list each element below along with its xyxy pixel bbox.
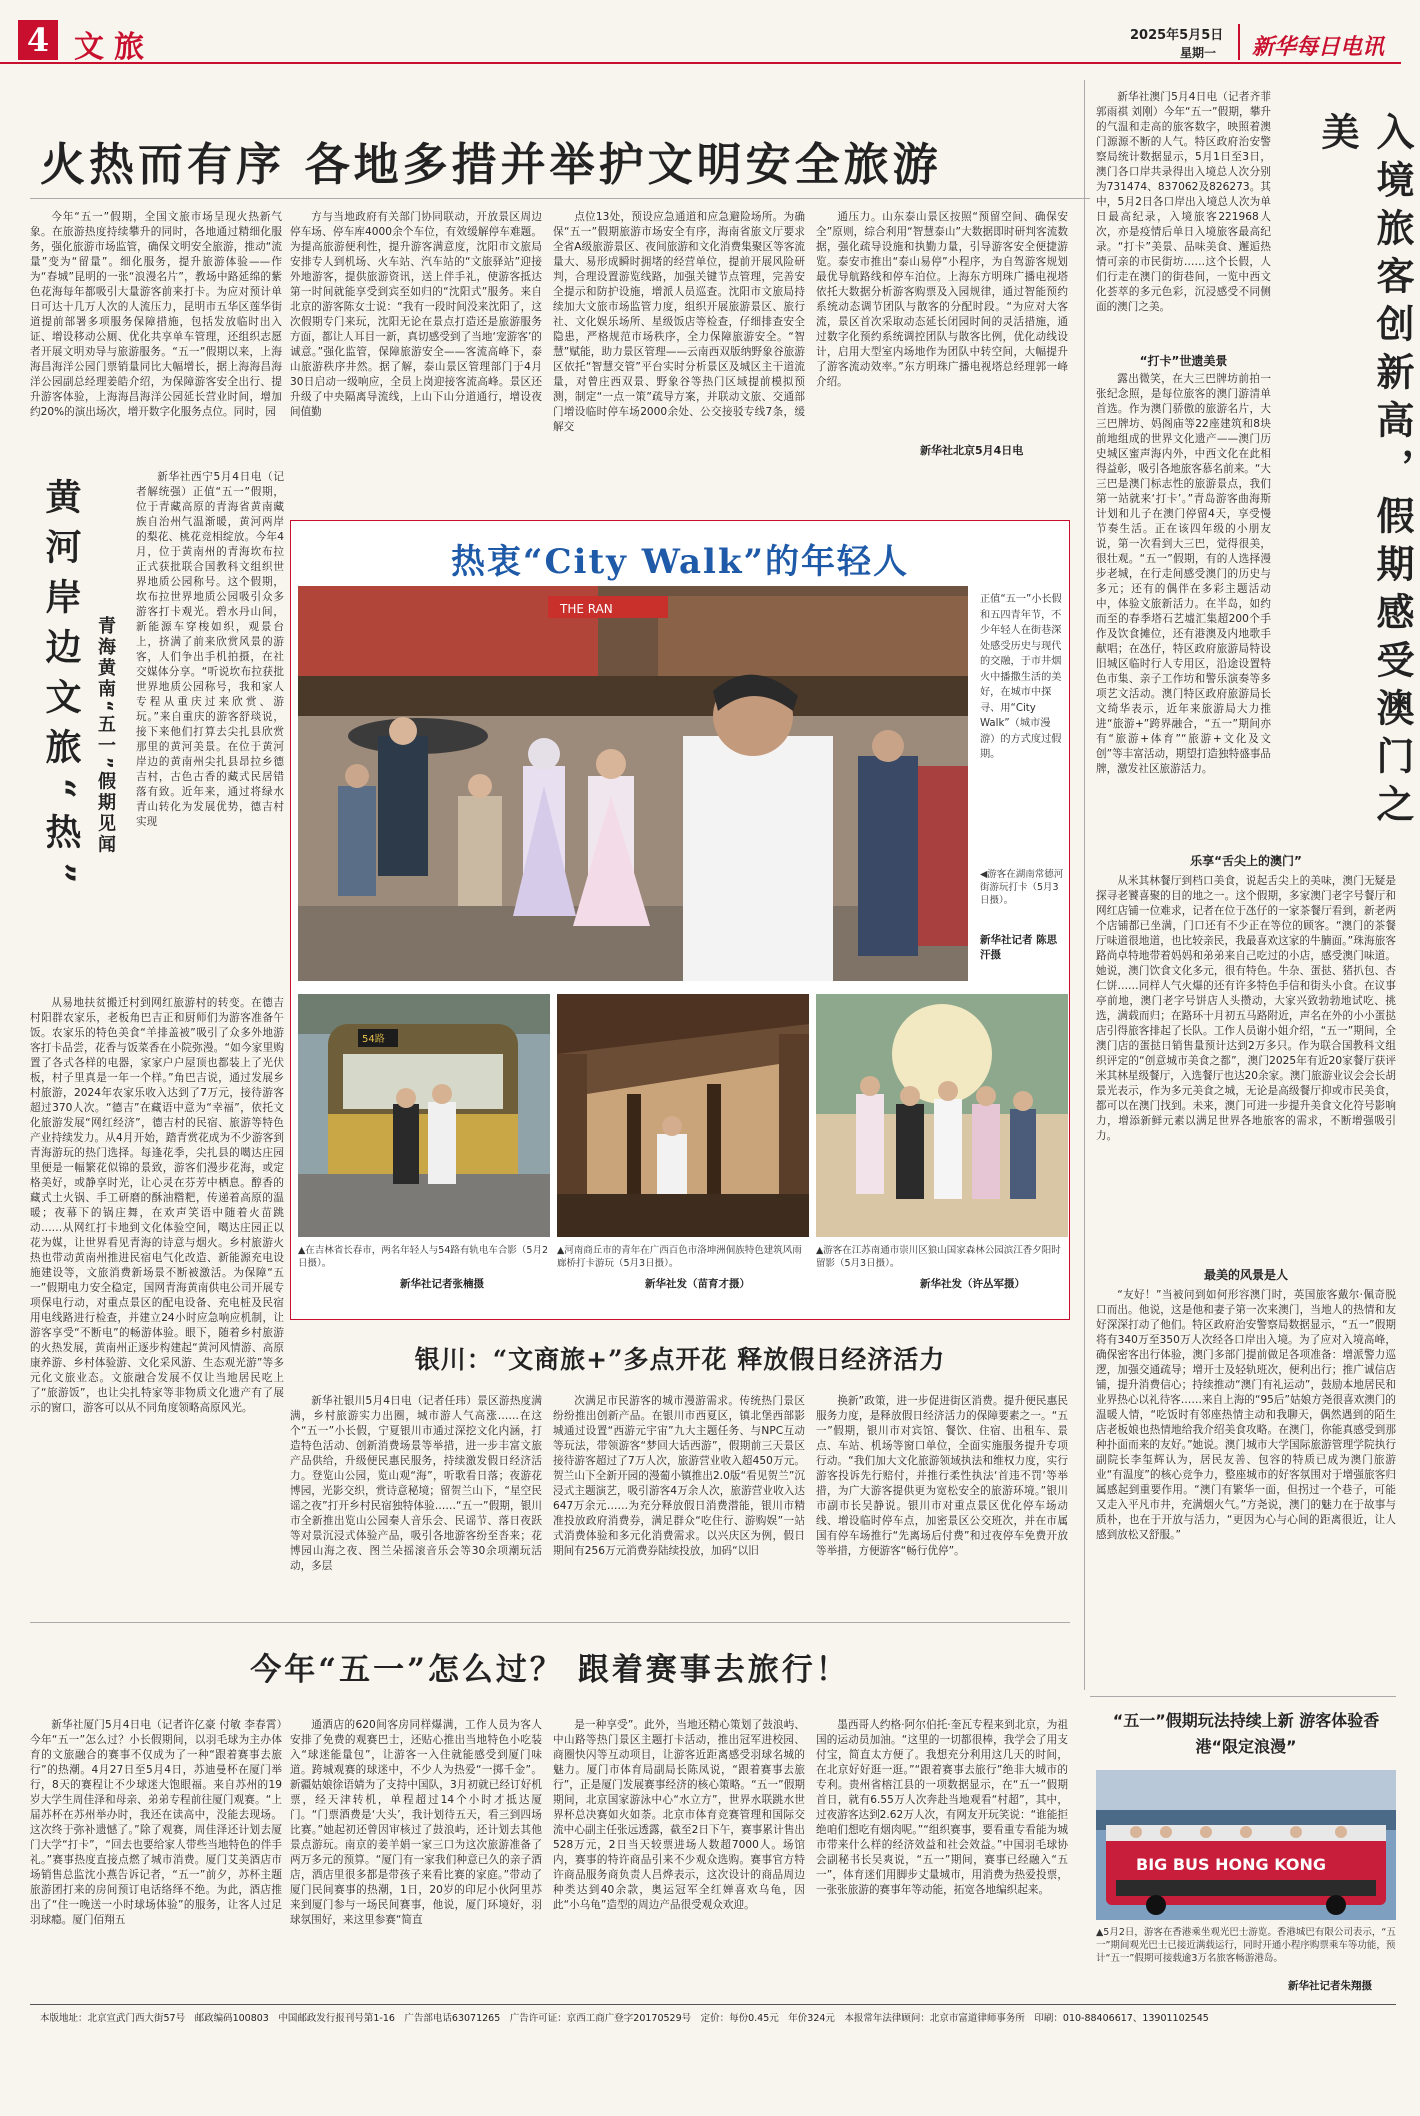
park-caption: ▲游客在江苏南通市崇川区狼山国家森林公园滨江香夕阳时留影（5月3日摄）。 bbox=[816, 1245, 1061, 1269]
page-number-badge: 4 bbox=[18, 20, 58, 60]
city-walk-title: 热衷“City Walk”的年轻人 bbox=[450, 542, 910, 582]
main-headline: 火热而有序 各地多措并举护文明安全旅游 bbox=[40, 138, 942, 191]
macau-part-1: 露出微笑，在大三巴牌坊前拍一张纪念照，是每位旅客的澳门游清单首选。作为澳门骄傲的旅游名片，大三巴牌坊、妈阁庙等22座建筑和8块前地组成的世界文化遗产——澳门历史城区蜜声海内外，中西文化在此相得益彰，吸引各地旅客慕名前来。“大三巴是澳门标志性的旅游景点，我们第一站就来‘打卡’。”青岛游客曲海斯计划和儿子在澳门停留4天，享受慢节奏生活。正在该四年级的小朋友说，第一次看到大三巴，觉得很美，很壮观。“五一”假期，有的人选择漫步老城，在行走间感受澳门的历史与多元；还有的偶伴在多彩主题活动中，体验文旅新活力。在半岛，如约而至的春季塔石艺墟汇集超200个手作及饮食摊位，还有港澳及内地歌手献唱；在氹仔，特区政府旅游局特设旧城区临时行人专用区，沿途设置特色市集、亲子工作坊和警乐演奏等多项艺文活动。澳门特区政府旅游局长文绮华表示，近年来旅游局大力推进“旅游+”跨界融合，“五一”期间亦有“旅游+体育”“旅游+文化及文创”等丰富活动，期望打造独特盛事品牌，激发社区旅游活力。 bbox=[1096, 373, 1271, 775]
tram-credit: 新华社记者张楠摄 bbox=[400, 1278, 484, 1290]
paper-divider bbox=[1238, 24, 1240, 60]
macau-sub-1: “打卡”世遗美景 bbox=[1139, 354, 1228, 368]
saishi-col-1: 新华社厦门5月4日电（记者许亿豪 付敏 李春霄）今年“五一”怎么过？小长假期间，以羽毛球为主办体育的文旅融合的赛事不仅成为了一种“跟着赛事去旅行”的热潮。4月27日至5月4日，苏迪曼杯在厦门举行，8天的赛程让不少球迷大饱眼福。来自苏州的19岁大学生周佳泽和母亲、弟弟专程前往厦门观赛。“上届苏杯在苏州举办时，我还在读高中，没能去现场。这次终于弥补遗憾了。”除了观赛，周佳泽还计划去厦门大学“打卡”，“回去也要给家人带些当地特色的伴手礼。”赛事热度直接点燃了城市消费。厦门艾美酒店市场销售总监沈小燕告诉记者，“五一”前夕，苏杯主题旅游团打来的房间预订电话络绎不绝。为此，酒店推出了“住一晚送一小时球场体验”的服务，让客人过足羽球瘾。厦门佰翔五 bbox=[30, 1719, 282, 1926]
yinchuan-col-3: 换新”政策，进一步促进街区消费。提升便民惠民服务力度，是释放假日经济活力的保障要素之一。“五一”假期，银川市对宾馆、餐饮、住宿、出租车、景点、车站、机场等窗口单位，全面实施服务提升专项行动。“我们加大文化旅游领域执法和维权力度，实行游客投诉先行赔付，并推行柔性执法‘首违不罚’等举措，为广大游客提供更为宽松安全的旅游环境。”银川市副市长吴静说。银川市对重点景区优化停车场动线、增设临时停车点，加密景区公交班次，并在市属国有停车场推行“先离场后付费”和过夜停车免费开放等举措，方便游客“畅行优停”。 bbox=[816, 1395, 1068, 1557]
yinchuan-col-2: 次满足市民游客的城市漫游需求。传统热门景区纷纷推出创新产品。在银川市西夏区，镇北堡西部影城通过设置“西游元宇宙”九大主题任务、与NPC互动等玩法，带领游客“梦回大话西游”，假期前三天景区接待游客超过了7万人次，旅游营业收入超450万元。贺兰山下全新开园的漫葡小镇推出2.0版“看见贺兰”沉浸式主题演艺，吸引游客4万余人次，旅游营业收入达647万余元……为充分释放假日消费潜能，银川市精准投放政府消费券，满足群众“吃住行、游购娱”一站式消费体验和多元化消费需求。以兴庆区为例，假日期间有256万元消费券陆续投放，加码“以旧 bbox=[553, 1395, 805, 1557]
yellow-river-lead: 新华社西宁5月4日电（记者解统强）正值“五一”假期，位于青藏高原的青海省黄南藏族自治州气温渐暖，黄河两岸的梨花、桃花竞相绽放。今年4月，位于黄南州的青海坎布拉正式获批联合国教科文组织世界地质公园称号。这个假期，坎布拉世界地质公园吸引众多游客打卡观光。碧水丹山间，新能源车穿梭如织，观景台上，挤满了前来欣赏风景的游客，人们争出手机拍摄，在社交媒体分享。“听说坎布拉获批世界地质公园称号，我和家人专程从重庆过来欣赏、游玩。”来自重庆的游客舒琰说，接下来他们打算去尖扎县欣赏那里的黄河美景。在位于黄河岸边的黄南州尖扎县昂拉乡德吉村，古色古香的藏式民居错落有致。近年来，通过将绿水青山转化为发展优势，德吉村实现 bbox=[136, 471, 284, 828]
city-walk-main-photo bbox=[298, 586, 968, 981]
saishi-top-rule bbox=[30, 1622, 1070, 1623]
hk-bus-photo bbox=[1096, 1770, 1396, 1920]
hk-top-rule bbox=[1090, 1696, 1396, 1697]
park-credit: 新华社发（许丛军摄） bbox=[920, 1278, 1025, 1290]
city-walk-main-credit: 新华社记者 陈思汗摄 bbox=[980, 934, 1058, 961]
yinchuan-headline: 银川：“文商旅+”多点开花 释放假日经济活力 bbox=[414, 1345, 946, 1374]
macau-part-3: “友好！”当被问到如何形容澳门时，英国旅客戴尔·佩奇脱口而出。他说，这是他和妻子第一次来澳门，当地人的热情和友好深深打动了他们。特区政府治安警察局数据显示，“五一”假期将有340万至350万人次经各口岸出入境。为了应对入境高峰，确保密客出行体验，澳门多部门提前做足各项准备：增派警力巡逻，加强交通疏导；增开士及轻轨班次，便利出行；推广诚信店铺，提升消费信心；持续推动“澳门有礼运动”，鼓励本地居民和业界热心以礼待客……来自上海的“95后”姑娘方尧很喜欢澳门的温暖人情，“吃饭时有邻座热情主动和我聊天，偶然遇到的陌生店老板娘也热情地给我介绍美食攻略。在澳门，你能真感受到那种扑面而来的友好。”她说。澳门城市大学国际旅游管理学院执行副院长李玺辉认为，居民友善、包容的特质已成为澳门旅游业“有温度”的核心竞争力，整座城市的好客氛围对于增强旅客归属感起到重要作用。“澳门有繁华一面，但拐过一个巷子，可能又走入平凡市井，充满烟火气。”方尧说，澳门的魅力在于故事与质朴，也在于开放与活力，“更因为心与心间的距离很近，让人感到放松又舒服。” bbox=[1096, 1289, 1396, 1541]
main-story-col-1: 今年“五一”假期，全国文旅市场呈现火热新气象。在旅游热度持续攀升的同时，各地通过精细化服务，强化旅游市场监管，确保文明安全旅游，推动“流量”变为“留量”。细化服务，提升旅游体验——作为“春城”昆明的一张“浪漫名片”，教场中路延绵的紫色花海每年都吸引大量游客前来打卡。为应对预计单日可达十几万人次的人流压力，昆明市五华区莲华街道提前部署多项服务保障措施，包括发放临时出入证、增设移动公厕、优化共享单车管理，还组织志愿者开展文明劝导与旅游服务。“五一”假期以来，上海海昌海洋公园门票销量同比大幅增长，据上海海昌海洋公园副总经理姜皓介绍，为保障游客安全出行、提升游客体验，上海海昌海洋公园延长营业时间，增加约20%的演出场次，增开数字化服务点位。同时，园 bbox=[30, 211, 282, 418]
section-name: 文旅 bbox=[74, 30, 154, 65]
issue-weekday: 星期一 bbox=[1180, 46, 1217, 60]
hk-caption: ▲5月2日，游客在香港乘坐观光巴士游览。香港城巴有限公司表示，“五一”期间观光巴士已接近满载运行，同时开通小程序购票乘车等功能，预计“五一”假期可接载逾3万名旅客畅游港岛。 bbox=[1096, 1927, 1396, 1964]
saishi-headline: 今年“五一”怎么过？ 跟着赛事去旅行！ bbox=[250, 1652, 850, 1688]
bridge-credit: 新华社发（苗育才摄） bbox=[645, 1278, 750, 1290]
yinchuan-col-1: 新华社银川5月4日电（记者任玮）景区游热度满满，乡村旅游实力出圈，城市游人气高涨……在这个“五一”小长假，宁夏银川市通过深挖文化内涵，打造特色活动、创新消费场景等举措，进一步丰富文旅产品供给，升级便民惠民服务，持续激发假日经济活力。登览山公园，览山观“海”，听歌看日落；夜游花博园，光影交织，赏诗意秘境；留贺兰山下，“星空民谣之夜”打开乡村民宿独特体验……“五一”假期，银川市全新推出览山公园秦人音乐会、民谣节、落日夜跃等对景沉浸式体验产品，吸引各地游客纷至沓来；花博园山海之夜、图兰朵摇滚音乐会等30余项潮玩活动，多层 bbox=[290, 1395, 542, 1572]
macau-part-2: 从米其林餐厅到档口美食，说起舌尖上的美味，澳门无疑是探寻老饕喜聚的目的地之一。这个假期，多家澳门老字号餐厅和网红店铺一位难求，记者在位于氹仔的一家茶餐厅看到，新老两个店铺都已坐满，门口还有不少正在等位的顾客。“澳门的茶餐厅味道很地道，也比较亲民，我最喜欢这家的牛腩面。”珠海旅客路尚卓特地带着妈妈和弟弟来自己吃过的小店，感受澳门味道。她说，澳门饮食文化多元，很有特色。牛杂、蛋挞、猪扒包、杏仁饼……同样人气火爆的还有许多特色手信和街头小食。在议事亭前地，澳门老字号饼店人头攒动，大家兴致勃勃地试吃、挑选，满载而归；在路环十月初五马路附近，声名在外的小小蛋挞店引得旅客排起了长队。工作人员谢小姐介绍，“五一”期间，全澳门店的蛋挞日销售量预计达到2万多只。作为联合国教科文组织评定的“创意城市美食之都”，澳门2025年有近20家餐厅获评米其林星级餐厅，入选餐厅也达20余家。澳门旅游业议会会长胡景光表示，作为多元美食之城，无论是高级餐厅抑或市民美食，都可以在澳门找到。未来，澳门可进一步提升美食文化符号影响力，增添新鲜元素以满足世界各地旅客的需求，不断增强吸引力。 bbox=[1096, 875, 1396, 1142]
macau-lead: 新华社澳门5月4日电（记者齐菲 郭雨祺 刘刚）今年“五一”假期，攀升的气温和走高的旅客数字，映照着澳门源源不断的人气。特区政府治安警察局统计数据显示，5月1日至3日，澳门各口岸共录得出入境总人次分别为731474、837062及826273。其中，5月2日各口岸出入境总人次为单日最高纪录，入境旅客221968人次，亦是疫情后单日入境旅客最高纪录。“打卡”美景、品味美食、邂逅热情可亲的市民街坊……这个长假，人们行走在澳门的街巷间，一览中西文化荟萃的多元色彩，沉浸感受不同侧面的澳门之美。 bbox=[1096, 91, 1271, 313]
saishi-col-2: 通酒店的620间客房同样爆满，工作人员为客人安排了免费的观赛巴士，还贴心推出当地特色小吃装入“球迷能量包”，让游客一入住就能感受到厦门味道。跨城观赛的球迷中，不少人为热爱“一掷千金”。新疆姑娘徐语婧为了支持中国队，3月初就已经订好机票，经天津转机，单程超过14个小时才抵达厦门。“门票酒费是‘大头’，我计划待五天，看三到四场比赛。”她起初还曾因审核过了鼓浪屿，还计划去其他景点游玩。南京的姜羊娟一家三口为这次旅游准备了两万多元的预算。“厦门有一家我们种意已久的亲子酒店，酒店里很多都是带孩子来看比赛的家庭。”带动了厦门民间赛事的热潮，1日，20岁的印尼小伙阿里苏来到厦门参与一场民间赛事，他说，厦门环境好，羽球氛围好，来这里参赛“简直 bbox=[290, 1719, 542, 1926]
footer-rule bbox=[30, 2004, 1396, 2005]
paper-logo: 新华每日电讯 bbox=[1252, 34, 1385, 60]
main-story-col-2: 方与当地政府有关部门协同联动，开放景区周边停车场、停车库4000余个车位，有效缓解停车难题。为提高旅游便利性，提升游客满意度，沈阳市文旅局安排专人到机场、火车站、汽车站的“文旅驿站”迎接外地游客，提供旅游资讯，送上伴手礼，使游客抵达第一时间就能享受到宾至如归的“沈阳式”服务。来自北京的游客陈女士说：“我有一段时间没来沈阳了，这次假期专门来玩，沈阳无论在景点打造还是旅游服务方面，都让人耳目一新，真切感受到了当地‘宠游客’的诚意。”强化监管，保障旅游安全——客流高峰下，泰山旅游秩序井然。据了解，泰山景区管理部门于4月30日启动一级响应，全员上岗迎接客流高峰。景区还升级了中央隔离导流线，上山下山分道通行，增设夜间值勤 bbox=[290, 211, 542, 418]
bridge-photo bbox=[557, 994, 809, 1237]
macau-divider bbox=[1084, 80, 1085, 1690]
saishi-col-4: 墨西哥人约格·阿尔伯托·奎瓦专程来到北京，为祖国的运动员加油。“这里的一切都很棒，我学会了用支付宝，简直太方便了。我想充分利用这几天的时间，在北京好好逛一逛。”“跟着赛事去旅行”绝非大城市的专利。贵州省榕江县的一项数据显示，在“五一”假期首日，就有6.55万人次奔赴当地观看“村超”，其中，过夜游客达到2.62万人次，有网友开玩笑说：“谁能拒绝咱们想吃有烟肉呢。”“组织赛事，要看重专看能为城市带来什么样的经济效益和社会效益。”中国羽毛球协会副秘书长吴爽说，“五一”期间，赛事已经融入“五一”，体育迷们用脚步丈量城市，用消费为热爱投票，一张张旅游的赛事年等动能，拓宽各地编织起来。 bbox=[816, 1719, 1068, 1896]
main-story-col-3: 点位13处，预设应急通道和应急避险场所。为确保“五一”假期旅游市场安全有序，海南省旅文厅要求全省A级旅游景区、夜间旅游和文化消费集聚区等客流量大、易形成瞬时拥堵的经营单位，提前开展风险研判，合理设置游览线路，加强关键节点管理，完善安全提示和防护设施，增派人员巡查。沈阳市文旅局持续加大文旅市场监管力度，组织开展旅游景区、旅行社、文化娱乐场所、星级饭店等检查，仔细排查安全隐患，严格规范市场秩序，全力保障旅游安全。“智慧”赋能，助力景区管理——云南西双版纳野象谷旅游区依托“智慧交管”平台实时分析景区及城区主干道流量，对曾庄西双景、野象谷等热门区域提前模拟预测，制定“一点一策”疏导方案，并联动文旅、交通部门增设临时停车场2000余处、公交接驳专线7条，缓解交 bbox=[553, 211, 805, 433]
hk-headline: “五一”假期玩法持续上新 游客体验香港“限定浪漫” bbox=[1112, 1711, 1380, 1756]
saishi-col-3: 是一种享受”。此外，当地还精心策划了鼓浪屿、中山路等热门景区主题打卡活动，推出冠军进校园、商圈快闪等互动项目，让游客近距离感受羽球名城的魅力。厦门市体育局副局长陈凤说，“跟着赛事去旅行”，正是厦门发展赛事经济的核心策略。“五一”假期期间，北京国家游泳中心“水立方”，世界水联跳水世界杯总决赛如火如荼。北京市体育竞赛管理和国际交流中心副主任张远透露，截至2日下午，赛事累计售出528万元，2日当天较票进场人数超7000人。场馆内，赛事的特许商品引来不少观众选购。赛事官方特许商品服务商负责人吕烨表示，这次设计的商品周边种类达到40余款，奥运冠军全红婵喜欢乌龟，因此“小乌龟”造型的周边产品很受观众欢迎。 bbox=[553, 1719, 805, 1911]
macau-title: 入境旅客创新高，假期感受澳门之美 bbox=[1315, 112, 1415, 832]
park-photo bbox=[816, 994, 1068, 1237]
yellow-river-subtitle: 青海黄南“五一”假期见闻 bbox=[95, 616, 116, 856]
main-story-col-4: 通压力。山东泰山景区按照“预留空间、确保安全”原则，综合利用“智慧泰山”大数据即时研判客流数据，强化疏导设施和执勤力量，引导游客安全便捷游览。泰安市推出“泰山易停”小程序，为自驾游客规划最优导航路线和停车泊位。上海东方明珠广播电视塔依托大数据分析游客购票及入园规律，通过智能预约系统动态调节团队与散客的分配时段。“为应对大客流，景区首次采取动态延长闭园时间的灵活措施，通过数字化预约系统调控团队与散客比例，优化动线设计，启用大型室内场地作为团队中转空间，大幅提升了游客流动效率。”东方明珠广播电视塔总经理郭一峰介绍。 bbox=[816, 211, 1068, 388]
tram-caption: ▲在吉林省长春市，两名年轻人与54路有轨电车合影（5月2日摄）。 bbox=[298, 1245, 548, 1269]
headline-rule bbox=[30, 198, 1090, 199]
macau-sub-3: 最美的风景是人 bbox=[1203, 1268, 1288, 1282]
footer-info: 本版地址：北京宣武门西大街57号 邮政编码100803 中国邮政发行报刊号第1-16 广告部电话63071265 广告许可证：京西工商广登字20170529号 定价：每份0.45元 年价324元 本报常年法律顾问：北京市富道律师事务所 印刷：010-88406617、13901102545 bbox=[40, 2013, 1209, 2024]
masthead bbox=[0, 0, 1401, 64]
issue-date: 2025年5月5日 bbox=[1130, 28, 1224, 43]
city-walk-intro: 正值“五一”小长假和五四青年节，不少年轻人在街巷深处感受历史与现代的交融，于市井烟火中播撒生活的美好，在城市中探寻、用“City Walk”（城市漫游）的方式度过假期。 bbox=[980, 594, 1062, 760]
macau-sub-2: 乐享“舌尖上的澳门” bbox=[1190, 854, 1302, 868]
shop-sign-text: THE RAN bbox=[560, 602, 613, 616]
city-walk-main-caption: ◀游客在湖南常德河街游玩打卡（5月3日摄）。 bbox=[980, 869, 1064, 906]
yellow-river-title: 黄河岸边文旅“热” bbox=[40, 478, 82, 898]
yellow-river-body: 从易地扶贫搬迁村到网红旅游村的转变。在德吉村阳群农家乐，老板角巴吉正和厨师们为游客准备午饭。农家乐的特色美食“羊排盖被”吸引了众多外地游客打卡品尝，花香与饭菜香在小院弥漫。“如今家里购置了各式各样的电器，家家户户屋顶也都装上了光伏板，村子里真是一年一个样。”角巴吉说，通过发展乡村旅游，2024年农家乐收入达到了7万元，接待游客超过370人次。“德吉”在藏语中意为“幸福”，依托文化旅游发展“网红经济”，德吉村的民宿、旅游等特色产业持续发力。从4月开始，踏青赏花成为不少游客到青海游玩的热门选择。每逢花季，尖扎县的噶达庄园里便是一幅繁花似锦的景致，游客们漫步花海，或定格美好，或静享时光，让心灵在芬芳中栖息。醇香的藏式土火锅、手工研磨的酥油糌粑，传递着高原的温暖；夜幕下的锅庄舞，在欢声笑语中随着火苗跳动……从网红打卡地到文化体验空间，噶达庄园正以花为媒，让世界看见青海的诗意与烟火。乡村旅游火热也带动黄南州推进民宿电气化改造、新能源充电设施建设等，文旅消费新场景不断被激活。为保障“五一”假期电力安全稳定，国网青海黄南供电公司开展专项保电行动，对重点景区的配电设备、充电桩及民宿用电线路进行检查，并建立24小时应急响应机制，让游客享受“不断电”的畅游体验。眼下，随着乡村旅游的火热发展，黄南州正逐步构建起“黄河风情游、高原康养游、乡村体验游、文化采风游、生态观光游”等多元化文旅业态。文旅融合发展不仅让当地居民吃上了“旅游饭”，也让尖扎特家等非物质文化遗产有了展示的窗口，游客可以从不同角度领略高原风光。 bbox=[30, 997, 284, 1414]
main-story-credit: 新华社北京5月4日电 bbox=[920, 444, 1024, 457]
tram-route-sign: 54路 bbox=[362, 1034, 385, 1045]
bridge-caption: ▲河南商丘市的青年在广西百色市洛坤洲侗族特色建筑风雨廊桥打卡游玩（5月3日摄）。 bbox=[557, 1245, 802, 1269]
tram-photo bbox=[298, 994, 550, 1237]
bus-sign-text: BIG BUS HONG KONG bbox=[1136, 1855, 1327, 1874]
hk-credit: 新华社记者朱翔摄 bbox=[1288, 1980, 1372, 1992]
